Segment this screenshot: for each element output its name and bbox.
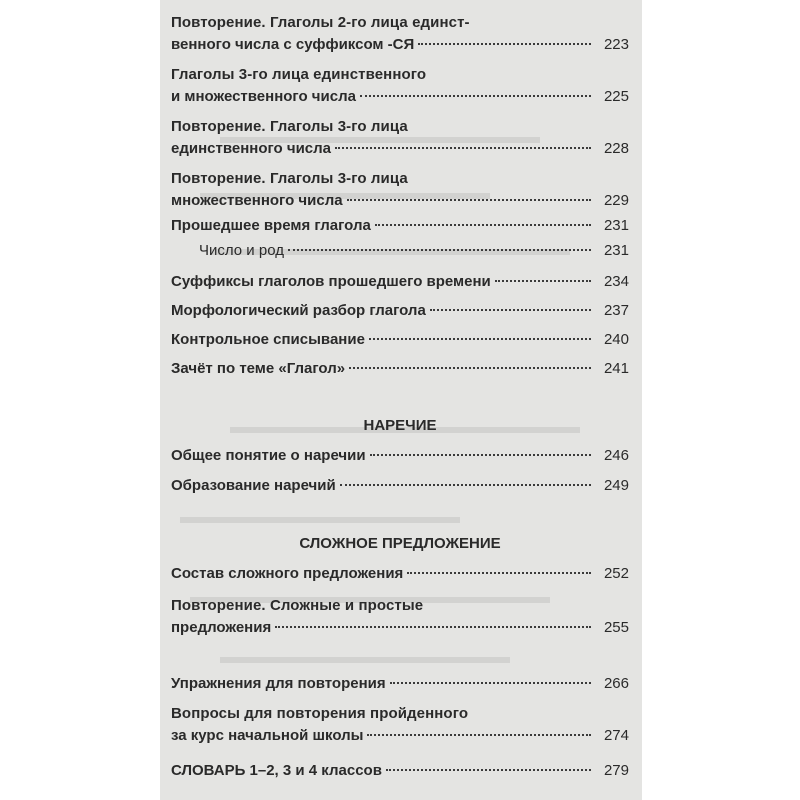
page-number: 266 xyxy=(603,675,629,692)
entry-title-line: и множественного числа xyxy=(171,88,356,105)
section-heading: СЛОЖНОЕ ПРЕДЛОЖЕНИЕ xyxy=(299,535,501,552)
page-number: 229 xyxy=(603,192,629,209)
toc-entry[interactable] xyxy=(171,271,629,293)
page-number: 274 xyxy=(603,727,629,744)
page-number: 279 xyxy=(603,762,629,779)
entry-title-line: Морфологический разбор глагола xyxy=(171,302,426,319)
entry-title-line: Повторение. Сложные и простые xyxy=(171,597,424,614)
dot-leader xyxy=(370,453,591,456)
toc-entry[interactable] xyxy=(171,358,629,380)
entry-title-line: за курс начальной школы xyxy=(171,727,364,744)
entry-title-line: Повторение. Глаголы 2-го лица единст- xyxy=(171,14,470,31)
dot-leader xyxy=(275,625,591,628)
entry-title-line: венного числа с суффиксом -СЯ xyxy=(171,36,415,53)
toc-entry[interactable] xyxy=(171,64,629,108)
dot-leader xyxy=(347,198,591,201)
toc-entry[interactable] xyxy=(171,12,629,56)
page-number: 228 xyxy=(603,140,629,157)
entry-title-line: Зачёт по теме «Глагол» xyxy=(171,360,346,377)
page-number: 234 xyxy=(603,273,629,290)
toc-entry[interactable] xyxy=(171,673,629,695)
dot-leader xyxy=(430,308,591,311)
page-number: 255 xyxy=(603,619,629,636)
dot-leader xyxy=(288,248,591,251)
dot-leader xyxy=(407,571,591,574)
dot-leader xyxy=(340,483,591,486)
entry-title-line: Суффиксы глаголов прошедшего времени xyxy=(171,273,491,290)
dot-leader xyxy=(369,337,591,340)
toc-entry[interactable] xyxy=(171,116,629,160)
entry-title-line: СЛОВАРЬ 1–2, 3 и 4 классов xyxy=(171,762,382,779)
entry-title-line: Состав сложного предложения xyxy=(171,565,404,582)
dot-leader xyxy=(349,366,591,369)
page-number: 240 xyxy=(603,331,629,348)
toc-entry[interactable] xyxy=(171,445,629,467)
dot-leader xyxy=(367,733,591,736)
dot-leader xyxy=(386,768,591,771)
toc-entry[interactable] xyxy=(171,563,629,585)
toc-entry[interactable] xyxy=(171,760,629,782)
entry-title-line: множественного числа xyxy=(171,192,343,209)
toc-entry[interactable] xyxy=(171,595,629,639)
page-number: 237 xyxy=(603,302,629,319)
entry-title-line: Упражнения для повторения xyxy=(171,675,386,692)
page-number: 231 xyxy=(603,217,629,234)
page-number: 225 xyxy=(603,88,629,105)
entry-title-line: Повторение. Глаголы 3-го лица xyxy=(171,118,408,135)
dot-leader xyxy=(418,42,591,45)
toc-entry[interactable] xyxy=(171,300,629,322)
toc-subentry[interactable] xyxy=(171,240,629,262)
page-number: 252 xyxy=(603,565,629,582)
entry-title-line: Прошедшее время глагола xyxy=(171,217,371,234)
section-heading: НАРЕЧИЕ xyxy=(363,417,437,434)
entry-title-line: Вопросы для повторения пройденного xyxy=(171,705,469,722)
page-number: 231 xyxy=(603,242,629,259)
entry-title-line: Число и род xyxy=(199,242,284,259)
entry-title-line: Контрольное списывание xyxy=(171,331,365,348)
page-number: 249 xyxy=(603,477,629,494)
dot-leader xyxy=(335,146,591,149)
toc-entry[interactable] xyxy=(171,703,629,747)
toc-entry[interactable] xyxy=(171,475,629,497)
entry-title-line: единственного числа xyxy=(171,140,332,157)
entry-title-line: Образование наречий xyxy=(171,477,336,494)
entry-title-line: Глаголы 3-го лица единственного xyxy=(171,66,427,83)
entry-title-line: предложения xyxy=(171,619,272,636)
page-number: 246 xyxy=(603,447,629,464)
toc-entry[interactable] xyxy=(171,168,629,212)
toc-entry[interactable] xyxy=(171,215,629,237)
page-number: 241 xyxy=(603,360,629,377)
toc-entry[interactable] xyxy=(171,329,629,351)
dot-leader xyxy=(360,94,591,97)
dot-leader xyxy=(375,223,591,226)
entry-title-line: Повторение. Глаголы 3-го лица xyxy=(171,170,408,187)
page-number: 223 xyxy=(603,36,629,53)
dot-leader xyxy=(390,681,591,684)
entry-title-line: Общее понятие о наречии xyxy=(171,447,366,464)
dot-leader xyxy=(495,279,591,282)
